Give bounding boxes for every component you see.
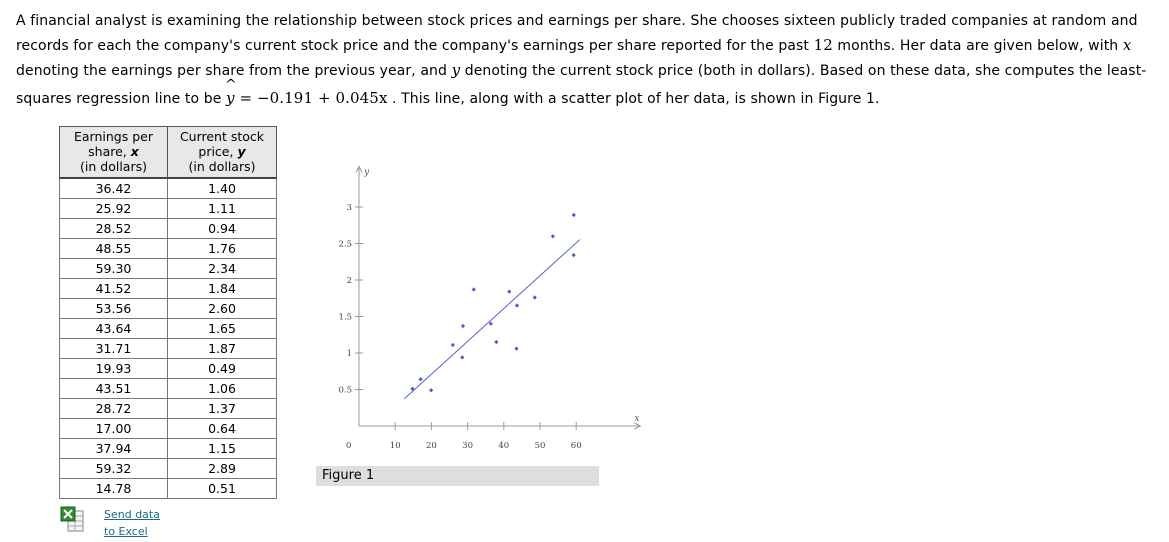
x-tick-label: 10	[389, 441, 401, 451]
data-table	[59, 126, 277, 499]
price-cell: 0.49	[168, 359, 277, 379]
earnings-cell: 25.92	[60, 199, 168, 219]
problem-text: denoting the earnings per share from the previous year, and	[16, 63, 452, 79]
earnings-cell: 59.32	[60, 459, 168, 479]
table-row	[60, 239, 277, 259]
data-point	[460, 355, 464, 359]
problem-line	[16, 33, 1156, 58]
y-tick-label: 2	[346, 276, 352, 286]
problem-line	[16, 9, 1156, 33]
earnings-cell: 59.30	[60, 259, 168, 279]
header-text: share,	[88, 144, 131, 159]
table-row	[60, 199, 277, 219]
earnings-cell: 28.72	[60, 399, 168, 419]
price-cell: 0.64	[168, 419, 277, 439]
price-cell: 1.76	[168, 239, 277, 259]
header-text: Earnings per	[74, 129, 153, 144]
table-row	[60, 279, 277, 299]
figure-caption-text: Figure 1	[322, 468, 375, 483]
earnings-cell: 14.78	[60, 479, 168, 499]
earnings-cell: 37.94	[60, 439, 168, 459]
data-point	[451, 343, 455, 347]
earnings-cell: 53.56	[60, 299, 168, 319]
x-tick-label: 30	[462, 441, 474, 451]
price-cell: 1.65	[168, 319, 277, 339]
variable-y-hat: y	[226, 89, 235, 107]
data-point	[551, 234, 555, 238]
earnings-cell: 41.52	[60, 279, 168, 299]
origin-label: 0	[346, 441, 352, 451]
price-cell: 2.89	[168, 459, 277, 479]
table-row	[60, 219, 277, 239]
price-cell: 2.60	[168, 299, 277, 319]
data-point	[461, 324, 465, 328]
table-header-row	[60, 127, 277, 179]
price-cell: 0.51	[168, 479, 277, 499]
excel-icon[interactable]	[60, 506, 84, 532]
data-point	[507, 290, 511, 294]
earnings-cell: 19.93	[60, 359, 168, 379]
link-text[interactable]: Send data	[104, 508, 160, 521]
header-variable-x: x	[130, 144, 139, 159]
data-point	[515, 303, 519, 307]
regression-line	[404, 240, 580, 399]
table-row	[60, 419, 277, 439]
data-point	[514, 346, 518, 350]
x-tick-label: 60	[570, 441, 582, 451]
table-row	[60, 178, 277, 199]
price-cell: 1.11	[168, 199, 277, 219]
y-hat	[225, 77, 237, 110]
price-cell: 1.06	[168, 379, 277, 399]
header-text: (in dollars)	[188, 159, 256, 174]
data-point	[533, 295, 537, 299]
header-variable-y: y	[237, 144, 246, 159]
table-row	[60, 299, 277, 319]
earnings-cell: 31.71	[60, 339, 168, 359]
table-row	[60, 439, 277, 459]
column-header-price	[168, 127, 277, 179]
problem-line	[16, 77, 1156, 111]
regression-equation: = −0.191 + 0.045x	[234, 89, 388, 107]
price-cell: 1.87	[168, 339, 277, 359]
y-axis-label: y	[364, 167, 370, 178]
header-text: (in dollars)	[80, 159, 147, 174]
x-axis-label: x	[634, 414, 640, 424]
data-point	[494, 340, 498, 344]
data-point	[572, 253, 576, 257]
link-text[interactable]: to Excel	[104, 525, 148, 538]
x-tick-label: 40	[498, 441, 510, 451]
data-point	[572, 213, 576, 217]
problem-statement	[16, 9, 1156, 111]
header-text: Current stock	[179, 129, 265, 144]
table-row	[60, 359, 277, 379]
x-tick-label: 50	[534, 441, 546, 451]
problem-line	[16, 58, 1156, 83]
earnings-cell: 17.00	[60, 419, 168, 439]
problem-text: months. Her data are given below, with	[832, 38, 1123, 54]
problem-text: A financial analyst is examining the relationship between stock prices and earnings per share. She chooses sixteen publicly traded companies at random and	[16, 13, 1138, 29]
y-tick-label: 1	[346, 349, 352, 359]
price-cell: 1.15	[168, 439, 277, 459]
table-row	[60, 459, 277, 479]
figure-caption	[316, 466, 599, 486]
data-point	[472, 287, 476, 291]
price-cell: 1.40	[168, 178, 277, 199]
hat-symbol: ^	[225, 77, 237, 93]
x-tick-label: 20	[425, 441, 437, 451]
price-cell: 2.34	[168, 259, 277, 279]
header-text: price,	[198, 144, 238, 159]
data-point	[418, 377, 422, 381]
price-cell: 1.84	[168, 279, 277, 299]
problem-text: denoting the current stock price (both in dollars). Based on these data, she computes the least-	[460, 63, 1147, 79]
problem-text: squares regression line to be	[16, 91, 226, 107]
earnings-cell: 43.51	[60, 379, 168, 399]
data-point	[429, 388, 433, 392]
table-row	[60, 479, 277, 499]
table-body	[60, 178, 277, 499]
table-row	[60, 399, 277, 419]
months-value: 12	[813, 36, 833, 54]
earnings-cell: 43.64	[60, 319, 168, 339]
problem-text: . This line, along with a scatter plot of her data, is shown in Figure 1.	[387, 91, 880, 107]
y-tick-label: 3	[346, 203, 352, 213]
column-header-earnings	[60, 127, 168, 179]
send-to-excel-link[interactable]	[104, 506, 160, 540]
problem-text: records for each the company's current stock price and the company's earnings per share reported for the past	[16, 38, 814, 54]
earnings-cell: 36.42	[60, 178, 168, 199]
price-cell: 1.37	[168, 399, 277, 419]
scatter-plot	[315, 167, 640, 460]
table-row	[60, 259, 277, 279]
price-cell: 0.94	[168, 219, 277, 239]
table-row	[60, 379, 277, 399]
table-row	[60, 319, 277, 339]
y-tick-label: 1.5	[338, 312, 352, 323]
variable-x: x	[1122, 36, 1132, 54]
y-tick-label: 0.5	[338, 385, 352, 396]
earnings-cell: 28.52	[60, 219, 168, 239]
earnings-cell: 48.55	[60, 239, 168, 259]
y-tick-label: 2.5	[338, 239, 352, 250]
table-row	[60, 339, 277, 359]
variable-y: y	[451, 61, 461, 79]
